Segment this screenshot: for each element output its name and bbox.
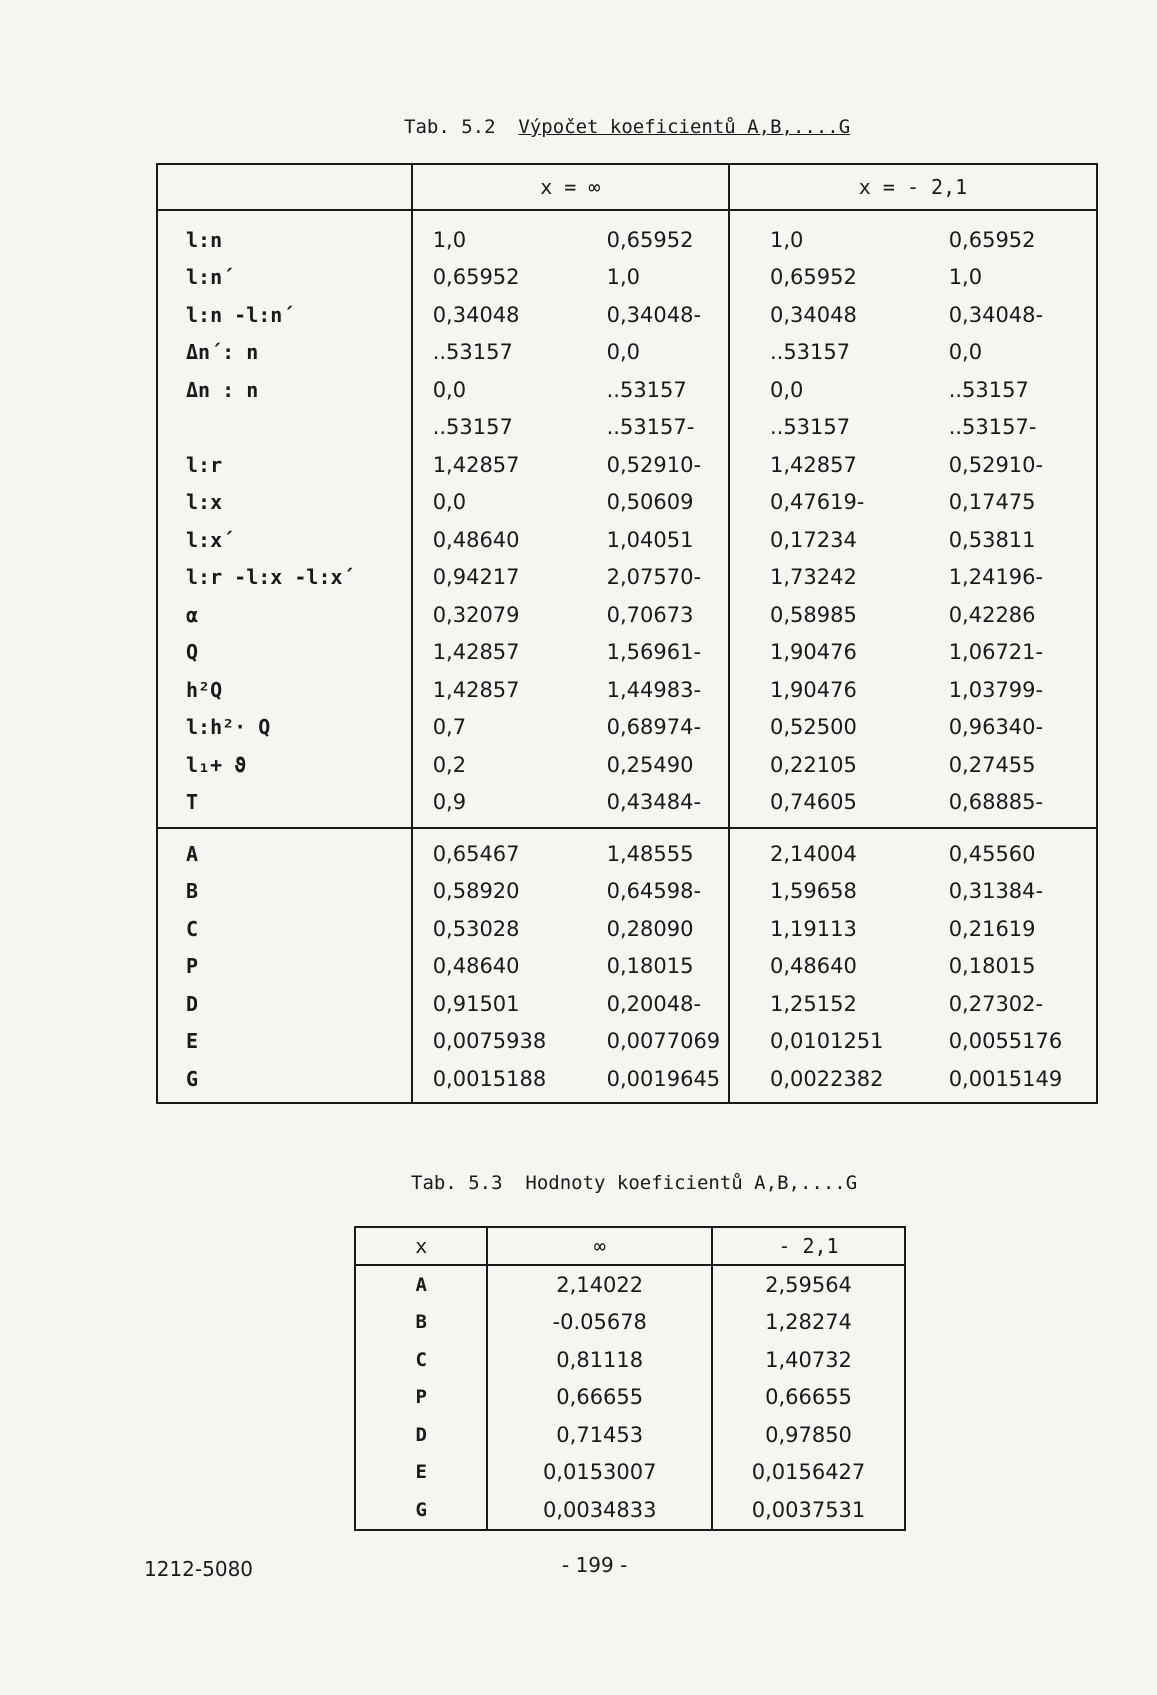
row-label: D	[157, 985, 412, 1023]
value-cell: 0,0037531	[712, 1491, 905, 1530]
value-cell: 2,59564	[712, 1265, 905, 1304]
value-cell: 1,40732	[712, 1341, 905, 1379]
value-cell: ..53157	[432, 415, 513, 440]
value-cell: 1,73242	[769, 565, 857, 590]
value-cell: 0,68885-	[949, 784, 1097, 829]
value-cell: 0,2	[432, 752, 467, 777]
table-row	[355, 1341, 905, 1379]
table-header-row	[355, 1227, 905, 1265]
value-cell: -0.05678	[487, 1304, 712, 1342]
row-label: l:r -l:x -l:x´	[157, 559, 412, 597]
coefficients-section	[157, 828, 1097, 1103]
value-cell: 0,0015149	[949, 1060, 1097, 1103]
value-cell: ..53157	[769, 340, 851, 365]
value-cell: ..53157-	[949, 409, 1097, 447]
value-cell: 0,0101251	[769, 1029, 884, 1054]
row-label: D	[355, 1416, 487, 1454]
value-cell: ..53157	[432, 340, 513, 365]
value-cell: 1,06721-	[949, 634, 1097, 672]
value-cell: 1,42857	[769, 452, 857, 477]
table-5-2-caption-title: Výpočet koeficientů A,B,....G	[518, 116, 851, 138]
value-cell: 0,71453	[487, 1416, 712, 1454]
page-number: - 199 -	[562, 1553, 628, 1577]
header-minus-2-1: - 2,1	[712, 1227, 905, 1265]
value-cell: 0,0	[597, 334, 729, 372]
value-cell: 0,31384-	[949, 873, 1097, 911]
row-label: l:h²· Q	[157, 709, 412, 747]
table-row	[157, 1023, 1097, 1061]
document-number: 1212-5080	[144, 1557, 254, 1581]
intermediate-values-section	[157, 210, 1097, 828]
value-cell: 0,27302-	[949, 985, 1097, 1023]
value-cell: 0,65952	[949, 210, 1097, 259]
table-row	[157, 746, 1097, 784]
value-cell: 0,34048	[432, 302, 520, 327]
value-cell: 0,58985	[769, 602, 857, 627]
value-cell: 0,53028	[432, 916, 520, 941]
table-row	[157, 446, 1097, 484]
table-5-3-caption-prefix: Tab. 5.3	[411, 1172, 503, 1194]
table-row	[355, 1265, 905, 1304]
table-row	[355, 1454, 905, 1492]
value-cell: 0,0153007	[487, 1454, 712, 1492]
value-cell: 0,64598-	[597, 873, 729, 911]
value-cell: 0,50609	[597, 484, 729, 522]
table-row	[157, 784, 1097, 829]
row-label: G	[355, 1491, 487, 1530]
value-cell: 2,07570-	[597, 559, 729, 597]
row-label	[157, 409, 412, 447]
value-cell: 0,17234	[769, 527, 857, 552]
value-cell: 0,94217	[432, 565, 520, 590]
value-cell: 0,48640	[432, 954, 520, 979]
table-row	[157, 985, 1097, 1023]
header-x: x	[355, 1227, 487, 1265]
row-label: l:r	[157, 446, 412, 484]
value-cell: 0,66655	[487, 1379, 712, 1417]
value-cell: 0,0034833	[487, 1491, 712, 1530]
table-row	[157, 634, 1097, 672]
value-cell: 0,0019645	[597, 1060, 729, 1103]
value-cell: 0,0022382	[729, 1060, 949, 1103]
value-cell: 0,52910-	[597, 446, 729, 484]
value-cell: 0,65952	[597, 210, 729, 259]
table-row	[157, 484, 1097, 522]
value-cell: 1,56961-	[597, 634, 729, 672]
value-cell: 1,04051	[597, 521, 729, 559]
value-cell: 1,0	[597, 259, 729, 297]
table-5-3-caption-title: Hodnoty koeficientů A,B,....G	[525, 1172, 858, 1194]
value-cell: 0,0055176	[949, 1023, 1097, 1061]
value-cell: 0,96340-	[949, 709, 1097, 747]
table-row	[355, 1304, 905, 1342]
row-label: l:n -l:n´	[157, 296, 412, 334]
value-cell: 1,44983-	[597, 671, 729, 709]
value-cell: 1,25152	[769, 991, 857, 1016]
row-label: l₁+ ϑ	[157, 746, 412, 784]
value-cell: 0,27455	[949, 746, 1097, 784]
value-cell: 0,0156427	[712, 1454, 905, 1492]
value-cell: 0,68974-	[597, 709, 729, 747]
row-label: G	[157, 1060, 412, 1103]
value-cell: 0,58920	[432, 879, 520, 904]
value-cell: 0,0	[769, 377, 804, 402]
value-cell: 0,47619-	[769, 490, 865, 515]
value-cell: 1,19113	[769, 916, 857, 941]
row-label: B	[355, 1304, 487, 1342]
row-label: l:x	[157, 484, 412, 522]
table-row	[157, 828, 1097, 873]
value-cell: 0,25490	[597, 746, 729, 784]
value-cell: 0,17475	[949, 484, 1097, 522]
value-cell: 0,0075938	[432, 1029, 547, 1054]
value-cell: 0,91501	[432, 991, 520, 1016]
value-cell: 2,14022	[487, 1265, 712, 1304]
value-cell: ..53157	[949, 371, 1097, 409]
table-5-3-caption	[411, 1172, 857, 1194]
value-cell: 0,0015188	[412, 1060, 597, 1103]
table-5-2-caption-prefix: Tab. 5.2	[404, 116, 496, 138]
table-row	[157, 296, 1097, 334]
row-label: Δn : n	[157, 371, 412, 409]
value-cell: 1,0	[769, 227, 804, 252]
table-row	[157, 334, 1097, 372]
row-label: P	[157, 948, 412, 986]
table-row	[157, 596, 1097, 634]
value-cell: 0,97850	[712, 1416, 905, 1454]
value-cell: 1,42857	[432, 677, 520, 702]
value-cell: 1,28274	[712, 1304, 905, 1342]
value-cell: 0,0	[949, 334, 1097, 372]
row-label: B	[157, 873, 412, 911]
row-label: l:n	[157, 210, 412, 259]
value-cell: 1,59658	[769, 879, 857, 904]
row-label: A	[157, 828, 412, 873]
value-cell: ..53157	[769, 415, 851, 440]
table-5-3	[354, 1226, 906, 1531]
table-row	[157, 371, 1097, 409]
value-cell: 0,43484-	[597, 784, 729, 829]
table-row	[157, 910, 1097, 948]
value-cell: 0,65952	[769, 265, 857, 290]
row-label: l:n´	[157, 259, 412, 297]
table-row	[157, 521, 1097, 559]
row-label: C	[355, 1341, 487, 1379]
value-cell: 0,74605	[769, 790, 857, 815]
table-5-2-caption	[404, 116, 850, 138]
table-row	[157, 948, 1097, 986]
value-cell: 1,90476	[769, 640, 857, 665]
value-cell: 0,18015	[949, 948, 1097, 986]
value-cell: 0,45560	[949, 828, 1097, 873]
value-cell: 0,53811	[949, 521, 1097, 559]
row-label: C	[157, 910, 412, 948]
row-label: Q	[157, 634, 412, 672]
value-cell: 1,42857	[432, 452, 520, 477]
header-infinity: ∞	[487, 1227, 712, 1265]
table-header-row	[157, 164, 1097, 210]
header-x-infinity: x = ∞	[412, 164, 729, 210]
row-label: A	[355, 1265, 487, 1304]
value-cell: 0,48640	[432, 527, 520, 552]
value-cell: 0,22105	[769, 752, 857, 777]
value-cell: 0,0077069	[597, 1023, 729, 1061]
value-cell: 1,0	[432, 227, 467, 252]
value-cell: 0,21619	[949, 910, 1097, 948]
value-cell: 0,66655	[712, 1379, 905, 1417]
table-row	[157, 559, 1097, 597]
table-row	[157, 409, 1097, 447]
value-cell: 0,0	[432, 377, 467, 402]
table-row	[157, 259, 1097, 297]
table-row	[157, 671, 1097, 709]
value-cell: 0,70673	[597, 596, 729, 634]
value-cell: 0,52500	[769, 715, 857, 740]
row-label: Δn´: n	[157, 334, 412, 372]
value-cell: ..53157	[597, 371, 729, 409]
table-row	[157, 1060, 1097, 1103]
value-cell: 0,34048-	[949, 296, 1097, 334]
value-cell: 0,34048-	[597, 296, 729, 334]
table-row	[355, 1379, 905, 1417]
value-cell: 1,48555	[597, 828, 729, 873]
value-cell: 1,42857	[432, 640, 520, 665]
row-label: E	[157, 1023, 412, 1061]
value-cell: 0,48640	[769, 954, 857, 979]
table-row	[355, 1491, 905, 1530]
table-row	[157, 709, 1097, 747]
row-label: T	[157, 784, 412, 829]
table-row	[157, 873, 1097, 911]
value-cell: 0,65467	[412, 828, 597, 873]
value-cell: 0,18015	[597, 948, 729, 986]
value-cell: 0,32079	[432, 602, 520, 627]
value-cell: 0,65952	[432, 265, 520, 290]
row-label: α	[157, 596, 412, 634]
header-empty-cell	[157, 164, 412, 210]
value-cell: 0,34048	[769, 302, 857, 327]
table-row	[355, 1416, 905, 1454]
value-cell: 0,28090	[597, 910, 729, 948]
row-label: h²Q	[157, 671, 412, 709]
row-label: l:x´	[157, 521, 412, 559]
value-cell: 2,14004	[729, 828, 949, 873]
value-cell: 0,9	[432, 790, 467, 815]
header-x-minus-2-1: x = - 2,1	[729, 164, 1097, 210]
table-5-2	[156, 163, 1098, 1104]
row-label: E	[355, 1454, 487, 1492]
value-cell: 1,24196-	[949, 559, 1097, 597]
value-cell: 0,7	[432, 715, 467, 740]
value-cell: 1,90476	[769, 677, 857, 702]
value-cell: 0,52910-	[949, 446, 1097, 484]
row-label: P	[355, 1379, 487, 1417]
value-cell: 1,03799-	[949, 671, 1097, 709]
coefficient-values	[355, 1265, 905, 1530]
value-cell: 0,42286	[949, 596, 1097, 634]
value-cell: ..53157-	[597, 409, 729, 447]
value-cell: 1,0	[949, 259, 1097, 297]
table-row	[157, 210, 1097, 259]
value-cell: 0,20048-	[597, 985, 729, 1023]
value-cell: 0,81118	[487, 1341, 712, 1379]
value-cell: 0,0	[432, 490, 467, 515]
